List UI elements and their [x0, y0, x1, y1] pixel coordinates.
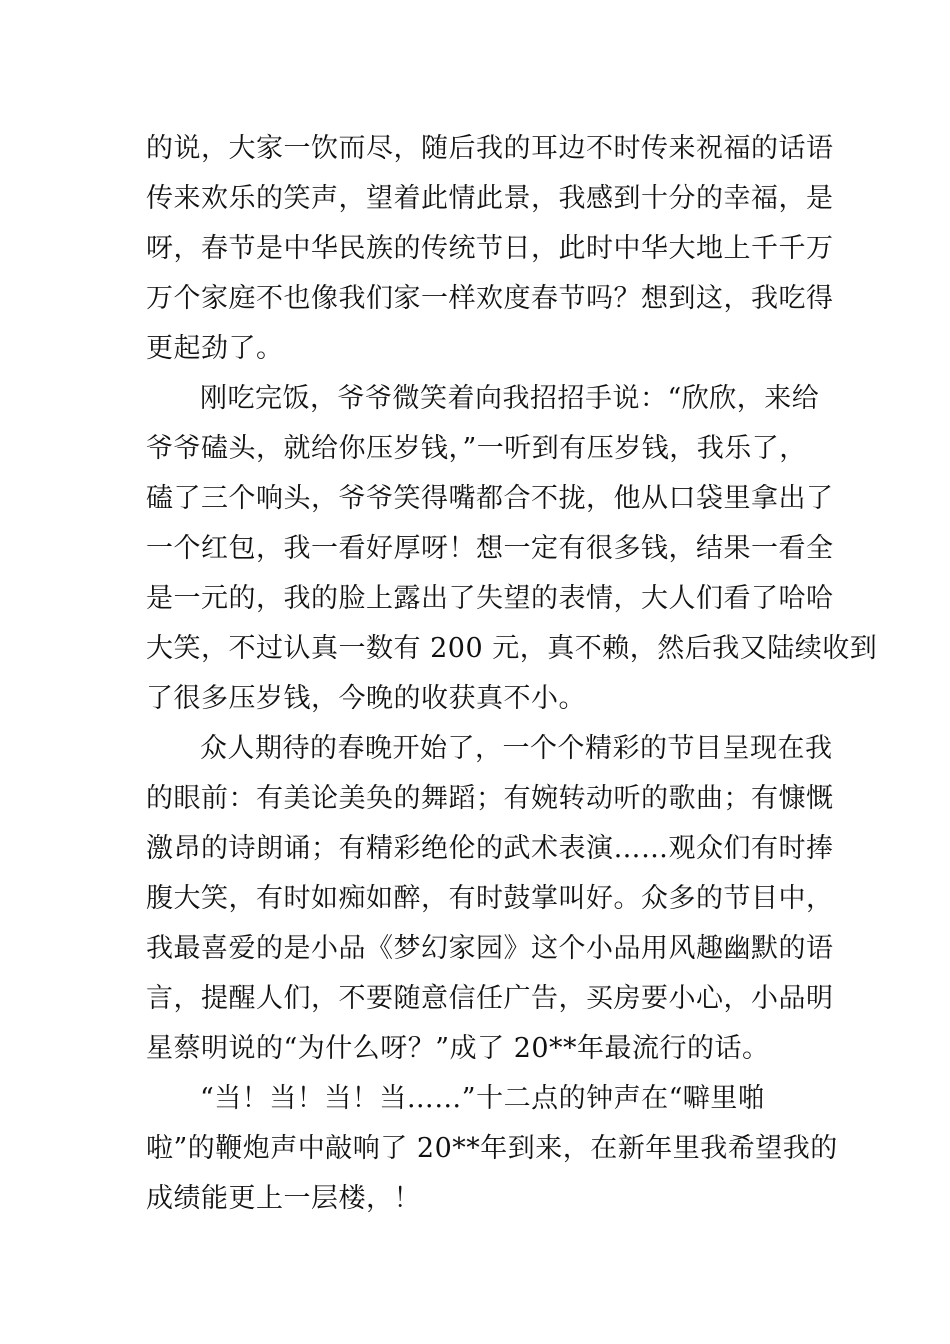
text-line: 成绩能更上一层楼，！: [146, 1183, 421, 1214]
text-line: 的眼前：有美论美奂的舞蹈；有婉转动听的歌曲；有慷慨: [146, 783, 834, 814]
paragraph: [146, 374, 878, 724]
text-line: 传来欢乐的笑声，望着此情此景，我感到十分的幸福，是: [146, 183, 834, 214]
text-line: 磕了三个响头，爷爷笑得嘴都合不拢，他从口袋里拿出了: [146, 483, 834, 514]
text-line: 万个家庭不也像我们家一样欢度春节吗？想到这，我吃得: [146, 283, 834, 314]
text-line: 是一元的，我的脸上露出了失望的表情，大人们看了哈哈: [146, 583, 834, 614]
text-line: 激昂的诗朗诵；有精彩绝伦的武术表演……观众们有时捧: [146, 833, 834, 864]
text-line: 众人期待的春晚开始了，一个个精彩的节目呈现在我: [200, 733, 833, 764]
text-line: 大笑，不过认真一数有 200 元，真不赖，然后我又陆续收到: [146, 633, 878, 664]
text-line: 刚吃完饭，爷爷微笑着向我招招手说：“欣欣，来给: [200, 383, 820, 414]
document-body: [146, 124, 878, 1224]
text-line: 爷爷磕头，就给你压岁钱，”一听到有压岁钱，我乐了，: [146, 433, 807, 464]
text-line: 了很多压岁钱，今晚的收获真不小。: [146, 683, 586, 714]
paragraph: [146, 124, 834, 374]
text-line: 星蔡明说的“为什么呀？”成了 20**年最流行的话。: [146, 1033, 770, 1064]
text-line: 呀，春节是中华民族的传统节日，此时中华大地上千千万: [146, 233, 834, 264]
paragraph: [146, 1074, 838, 1224]
text-line: 我最喜爱的是小品《梦幻家园》这个小品用风趣幽默的语: [146, 933, 834, 964]
text-line: “当！当！当！当……”十二点的钟声在“噼里啪: [200, 1083, 766, 1114]
text-line: 腹大笑，有时如痴如醉，有时鼓掌叫好。众多的节目中，: [146, 883, 834, 914]
text-line: 更起劲了。: [146, 333, 284, 364]
text-line: 一个红包，我一看好厚呀！想一定有很多钱，结果一看全: [146, 533, 834, 564]
text-line: 言，提醒人们，不要随意信任广告，买房要小心，小品明: [146, 983, 834, 1014]
paragraph: [146, 724, 834, 1074]
text-line: 的说，大家一饮而尽，随后我的耳边不时传来祝福的话语: [146, 133, 834, 164]
text-line: 啦”的鞭炮声中敲响了 20**年到来，在新年里我希望我的: [146, 1133, 838, 1164]
